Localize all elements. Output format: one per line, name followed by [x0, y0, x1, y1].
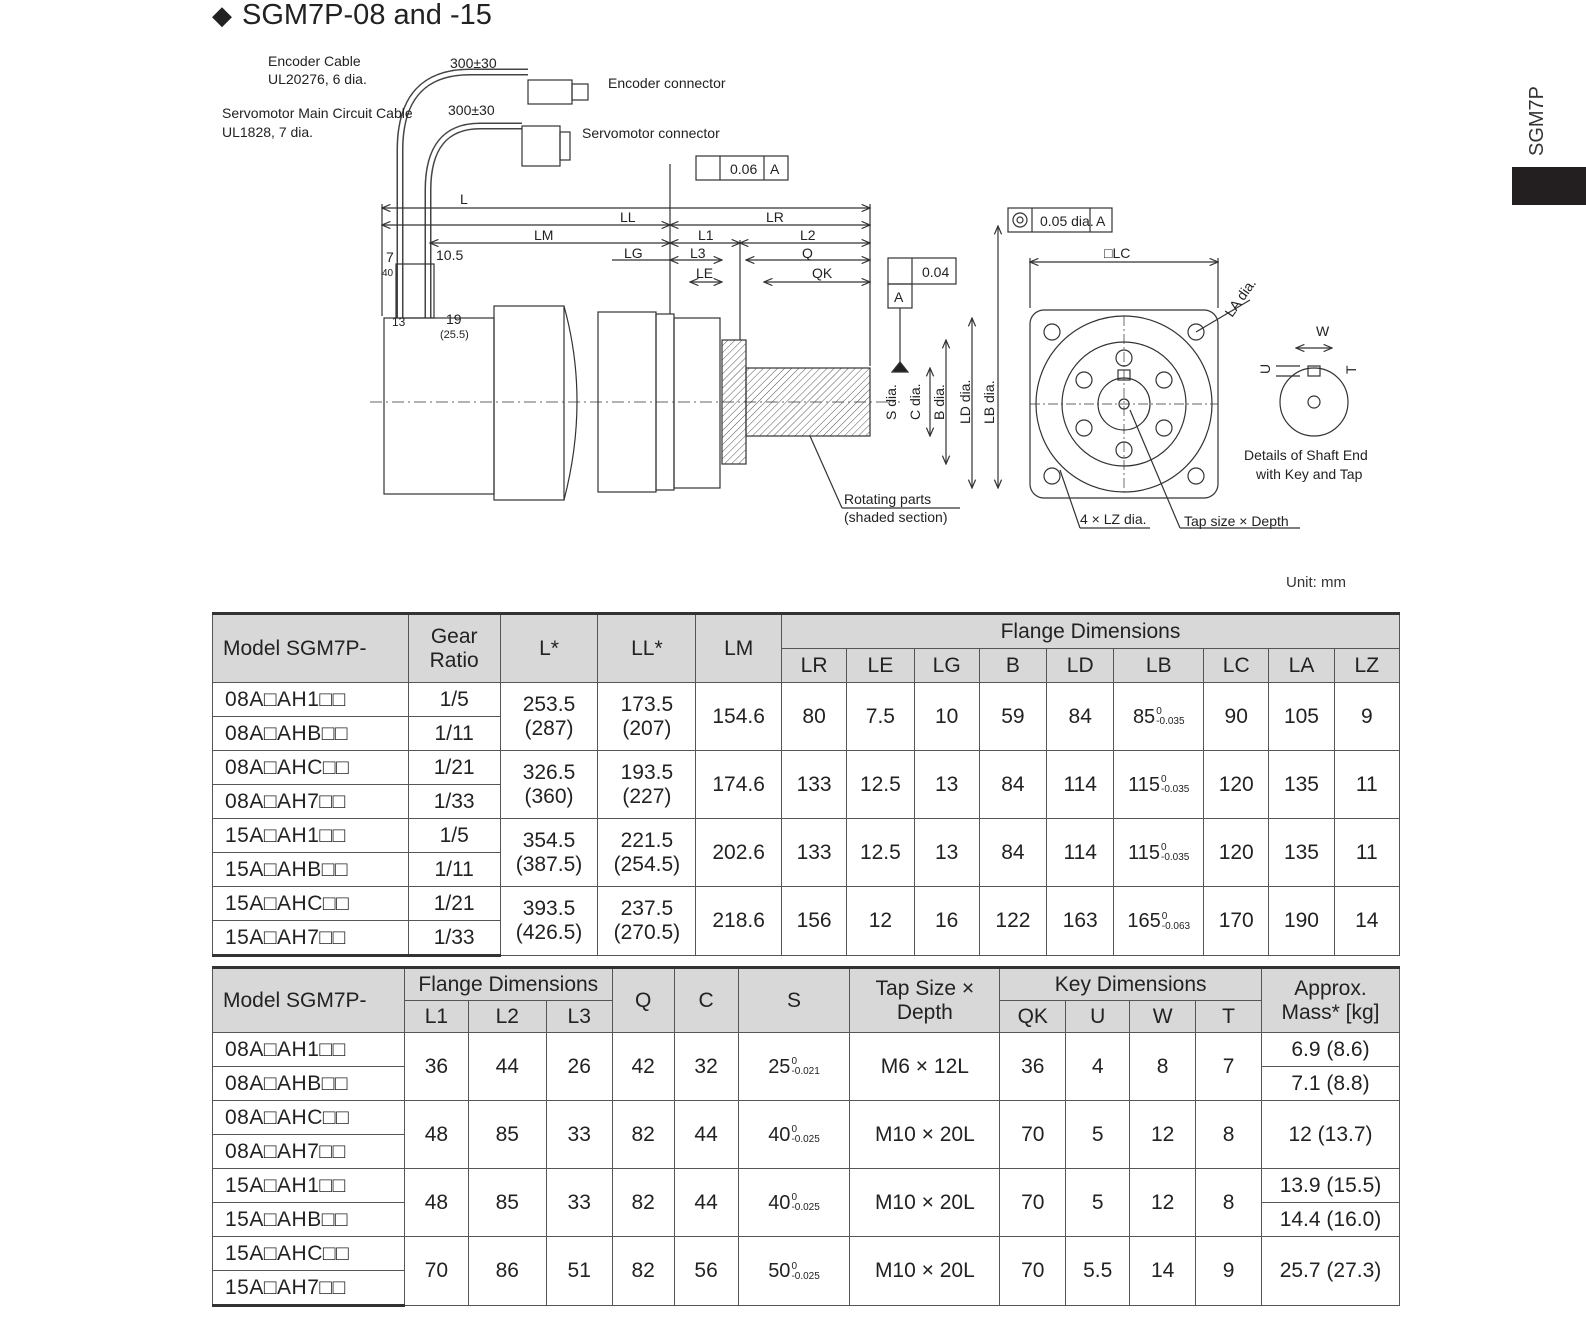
t2-header-mass: [1261, 968, 1399, 1033]
dim-LM: LM: [534, 227, 554, 243]
LL-cell: [598, 683, 696, 751]
t2-header-U: U: [1066, 1001, 1130, 1033]
LL-value: 221.5: [620, 828, 674, 852]
table-row: [213, 1033, 1400, 1067]
L-value: 393.5: [522, 897, 576, 920]
main-cable-spec: UL1828, 7 dia.: [222, 124, 314, 140]
dimensions-table-1: [212, 612, 1400, 957]
mass-cell: 13.9 (15.5): [1261, 1169, 1399, 1203]
LB-value: 115: [1128, 773, 1160, 796]
table-row: [213, 819, 1400, 853]
Q-cell: 82: [612, 1169, 674, 1237]
model-cell: 15A□AH1□□: [213, 819, 409, 853]
model-cell: 08A□AHC□□: [213, 751, 409, 785]
tap-cell: M10 × 20L: [850, 1169, 1000, 1237]
LA-cell: 135: [1269, 751, 1334, 819]
LD-cell: 163: [1047, 887, 1114, 956]
LB-value: 165: [1127, 910, 1161, 932]
runout-value: 0.04: [922, 264, 950, 280]
dim-25-5: (25.5): [440, 329, 469, 341]
shaft-end-detail: [1280, 368, 1348, 436]
T-cell: 8: [1196, 1169, 1262, 1237]
t2-header-S: S: [738, 968, 850, 1033]
LG-cell: 16: [914, 887, 979, 956]
C-cell: 44: [674, 1101, 738, 1169]
L-cell: [500, 819, 598, 887]
diamond-bullet-icon: ◆: [212, 0, 232, 30]
QK-cell: 70: [1000, 1237, 1066, 1306]
dim-L: L: [460, 191, 468, 207]
LA-cell: 190: [1269, 887, 1334, 956]
LA-cell: 135: [1269, 819, 1334, 887]
t2-header-QK: QK: [1000, 1001, 1066, 1033]
dim-LD: LD dia.: [957, 379, 973, 424]
C-cell: 32: [674, 1033, 738, 1101]
LB-tol-upper: 0: [1161, 910, 1168, 922]
t2-header-L2: L2: [468, 1001, 546, 1033]
t2-header-L3: L3: [546, 1001, 612, 1033]
L3-cell: 33: [546, 1169, 612, 1237]
L3-cell: 26: [546, 1033, 612, 1101]
encoder-cable-label: Encoder Cable: [268, 53, 361, 69]
L-value-alt: (287): [524, 716, 574, 740]
table-row: [213, 887, 1400, 921]
S-tol-upper: 0: [791, 1056, 797, 1068]
table-row: [213, 683, 1400, 717]
L-value: 326.5: [522, 760, 576, 784]
LB-tol-upper: 0: [1161, 774, 1167, 786]
dimensions-table-2: [212, 966, 1400, 1307]
dim-13: 13: [392, 315, 406, 329]
tap-cell: M10 × 20L: [850, 1237, 1000, 1306]
t2-header-tap-2: Depth: [896, 1000, 953, 1024]
ratio-cell: 1/33: [408, 785, 500, 819]
encoder-cable-spec: UL20276, 6 dia.: [268, 71, 367, 87]
dim-LG: LG: [624, 245, 643, 261]
model-cell: 08A□AHC□□: [213, 1101, 405, 1135]
t1-header-model: Model SGM7P-: [213, 614, 409, 683]
mass-cell: 12 (13.7): [1261, 1101, 1399, 1169]
LB-tol-lower: -0.035: [1161, 784, 1190, 796]
model-cell: 08A□AH1□□: [213, 1033, 405, 1067]
t1-header-LM: LM: [696, 614, 782, 683]
t2-header-mass-1: Approx.: [1294, 976, 1367, 1000]
encoder-connector-label: Encoder connector: [608, 75, 726, 91]
t1-header-LA: LA: [1269, 649, 1334, 683]
LL-cell: [598, 751, 696, 819]
L2-cell: 86: [468, 1237, 546, 1306]
S-value: 40: [768, 1191, 791, 1214]
S-tol-upper: 0: [791, 1192, 797, 1204]
shaft-detail-label-2: with Key and Tap: [1256, 466, 1363, 482]
datum-a-3: A: [894, 289, 904, 305]
LB-value: 85: [1132, 705, 1156, 728]
t1-header-gear-ratio: [408, 614, 500, 683]
dim-L3: L3: [690, 245, 706, 261]
dimension-drawing: [0, 0, 1586, 570]
L1-cell: 70: [404, 1237, 468, 1306]
LZ-cell: 9: [1334, 683, 1399, 751]
dim-LR: LR: [766, 209, 784, 225]
t1-header-LD: LD: [1047, 649, 1114, 683]
LR-cell: 133: [781, 819, 846, 887]
LL-value: 173.5: [620, 692, 674, 716]
L-value: 354.5: [522, 828, 576, 852]
L-cell: [500, 751, 598, 819]
mass-cell: 7.1 (8.8): [1261, 1067, 1399, 1101]
dim-LE: LE: [696, 265, 714, 281]
servo-connector-label: Servomotor connector: [582, 125, 720, 141]
S-value: 40: [768, 1123, 791, 1146]
dim-C: C dia.: [907, 383, 923, 420]
S-value: 50: [768, 1260, 791, 1282]
C-cell: 44: [674, 1169, 738, 1237]
LE-cell: 12.5: [847, 819, 914, 887]
LC-cell: 120: [1204, 819, 1269, 887]
LL-value: 237.5: [620, 897, 674, 920]
model-cell: 15A□AHB□□: [213, 853, 409, 887]
LD-cell: 114: [1047, 751, 1114, 819]
dim-LA: LA dia.: [1221, 275, 1260, 320]
S-tol-upper: 0: [791, 1124, 797, 1136]
t2-header-L1: L1: [404, 1001, 468, 1033]
LG-cell: 10: [914, 683, 979, 751]
LC-cell: 170: [1204, 887, 1269, 956]
dim-LC: □LC: [1104, 245, 1131, 261]
t1-header-gear: Gear: [430, 624, 478, 648]
perpendicularity-value: 0.06: [730, 161, 758, 177]
t2-header-C: C: [674, 968, 738, 1033]
shaft-detail-label-1: Details of Shaft End: [1244, 447, 1368, 463]
W-cell: 8: [1130, 1033, 1196, 1101]
model-cell: 15A□AH7□□: [213, 1271, 405, 1306]
t1-header-LB: LB: [1114, 649, 1204, 683]
ratio-cell: 1/5: [408, 683, 500, 717]
B-cell: 122: [979, 887, 1046, 956]
L-cell: [500, 683, 598, 751]
main-cable: [428, 126, 522, 318]
T-cell: 9: [1196, 1237, 1262, 1306]
rotating-parts-label: Rotating parts: [844, 491, 932, 507]
dim-19: 19: [446, 311, 462, 327]
LB-cell: [1114, 887, 1204, 956]
dim-7: 7: [386, 249, 394, 265]
ratio-cell: 1/5: [408, 819, 500, 853]
LG-cell: 13: [914, 819, 979, 887]
t1-header-LL: LL*: [598, 614, 696, 683]
T-cell: 8: [1196, 1101, 1262, 1169]
t2-header-W: W: [1130, 1001, 1196, 1033]
t2-header-tap-1: Tap Size ×: [875, 976, 975, 1000]
LB-tol-lower: -0.063: [1161, 920, 1191, 932]
L2-cell: 44: [468, 1033, 546, 1101]
dim-10-5: 10.5: [436, 247, 464, 263]
concentricity-value: 0.05 dia.: [1040, 213, 1094, 229]
S-tol-lower: -0.025: [791, 1202, 820, 1214]
B-cell: 59: [979, 683, 1046, 751]
LZ-cell: 11: [1334, 819, 1399, 887]
W-cell: 14: [1130, 1237, 1196, 1306]
table-row: [213, 1169, 1400, 1203]
S-cell: [738, 1169, 850, 1237]
dim-LB: LB dia.: [981, 380, 997, 424]
QK-cell: 70: [1000, 1169, 1066, 1237]
T-cell: 7: [1196, 1033, 1262, 1101]
L-value-alt: (387.5): [515, 852, 583, 876]
main-cable-label: Servomotor Main Circuit Cable: [222, 105, 413, 121]
LB-tol-lower: -0.035: [1156, 716, 1185, 728]
tap-cell: M10 × 20L: [850, 1101, 1000, 1169]
table-row: [213, 1237, 1400, 1271]
model-cell: 08A□AH1□□: [213, 683, 409, 717]
LB-cell: [1114, 751, 1204, 819]
QK-cell: 36: [1000, 1033, 1066, 1101]
mass-cell: 6.9 (8.6): [1261, 1033, 1399, 1067]
LR-cell: 156: [781, 887, 846, 956]
L-value-alt: (360): [524, 784, 574, 808]
LL-value-alt: (254.5): [613, 852, 681, 876]
model-cell: 08A□AH7□□: [213, 785, 409, 819]
LE-cell: 7.5: [847, 683, 914, 751]
model-cell: 08A□AHB□□: [213, 1067, 405, 1101]
LB-cell: [1114, 819, 1204, 887]
LA-cell: 105: [1269, 683, 1334, 751]
LM-cell: 174.6: [696, 751, 782, 819]
LR-cell: 133: [781, 751, 846, 819]
S-tol-lower: -0.021: [791, 1066, 820, 1078]
t2-header-Q: Q: [612, 968, 674, 1033]
dim-B: B dia.: [931, 384, 947, 420]
U-cell: 4: [1066, 1033, 1130, 1101]
main-cable-length: 300±30: [448, 102, 495, 118]
LE-cell: 12.5: [847, 751, 914, 819]
LZ-cell: 14: [1334, 887, 1399, 956]
LB-tol-lower: -0.035: [1161, 852, 1190, 864]
LL-value-alt: (207): [622, 716, 672, 740]
dim-QK: QK: [812, 265, 833, 281]
W-cell: 12: [1130, 1101, 1196, 1169]
LL-cell: [598, 887, 696, 956]
output-shaft: [746, 368, 870, 436]
Q-cell: 82: [612, 1237, 674, 1306]
L1-cell: 48: [404, 1101, 468, 1169]
L1-cell: 36: [404, 1033, 468, 1101]
ratio-cell: 1/33: [408, 921, 500, 956]
t2-header-tap: [850, 968, 1000, 1033]
shaded-section-label: (shaded section): [844, 509, 948, 525]
S-tol-lower: -0.025: [791, 1270, 820, 1282]
dim-Q: Q: [802, 245, 813, 261]
L-value: 253.5: [522, 692, 576, 716]
LG-cell: 13: [914, 751, 979, 819]
LL-value-alt: (227): [622, 784, 672, 808]
L1-cell: 48: [404, 1169, 468, 1237]
S-cell: [738, 1033, 850, 1101]
dim-L2: L2: [800, 227, 816, 243]
S-tol-lower: -0.025: [791, 1134, 820, 1146]
LZ-cell: 11: [1334, 751, 1399, 819]
t2-header-mass-2: Mass* [kg]: [1281, 1000, 1380, 1024]
W-cell: 12: [1130, 1169, 1196, 1237]
ratio-cell: 1/21: [408, 751, 500, 785]
S-tol-upper: 0: [791, 1260, 797, 1272]
S-cell: [738, 1101, 850, 1169]
L3-cell: 33: [546, 1101, 612, 1169]
U-cell: 5: [1066, 1101, 1130, 1169]
LC-cell: 90: [1204, 683, 1269, 751]
LB-tol-upper: 0: [1161, 842, 1167, 854]
dim-40: 40: [382, 268, 394, 279]
LC-cell: 120: [1204, 751, 1269, 819]
t1-header-LR: LR: [781, 649, 846, 683]
dim-L1: L1: [698, 227, 714, 243]
LR-cell: 80: [781, 683, 846, 751]
t1-header-LC: LC: [1204, 649, 1269, 683]
B-cell: 84: [979, 751, 1046, 819]
model-cell: 08A□AHB□□: [213, 717, 409, 751]
model-cell: 15A□AH1□□: [213, 1169, 405, 1203]
L-cell: [500, 887, 598, 956]
LM-cell: 202.6: [696, 819, 782, 887]
t2-header-key: Key Dimensions: [1000, 968, 1262, 1001]
mass-cell: 25.7 (27.3): [1261, 1237, 1399, 1306]
table-row: [213, 1101, 1400, 1135]
LD-cell: 114: [1047, 819, 1114, 887]
side-tab-label: SGM7P: [1526, 85, 1548, 156]
L2-cell: 85: [468, 1169, 546, 1237]
model-cell: 08A□AH7□□: [213, 1135, 405, 1169]
LL-cell: [598, 819, 696, 887]
mass-cell: 14.4 (16.0): [1261, 1203, 1399, 1237]
ratio-cell: 1/11: [408, 853, 500, 887]
LB-cell: [1114, 683, 1204, 751]
encoder-cable-length: 300±30: [450, 55, 497, 71]
unit-label: Unit: mm: [1286, 574, 1346, 591]
U-cell: 5: [1066, 1169, 1130, 1237]
LB-value: 115: [1128, 841, 1160, 864]
L-value-alt: (426.5): [515, 921, 583, 944]
Q-cell: 82: [612, 1101, 674, 1169]
C-cell: 56: [674, 1237, 738, 1306]
encoder-connector: [528, 80, 572, 104]
dim-LZ: 4 × LZ dia.: [1080, 511, 1147, 527]
dim-tap: Tap size × Depth: [1184, 513, 1289, 529]
Q-cell: 42: [612, 1033, 674, 1101]
L3-cell: 51: [546, 1237, 612, 1306]
LB-tol-upper: 0: [1156, 706, 1162, 718]
table-row: [213, 751, 1400, 785]
U-cell: 5.5: [1066, 1237, 1130, 1306]
LD-cell: 84: [1047, 683, 1114, 751]
t1-header-flange: Flange Dimensions: [781, 614, 1399, 649]
t1-header-ratio: Ratio: [429, 648, 479, 672]
datum-a-1: A: [770, 161, 780, 177]
t1-header-LE: LE: [847, 649, 914, 683]
t2-header-model: Model SGM7P-: [213, 968, 405, 1033]
t1-header-LZ: LZ: [1334, 649, 1399, 683]
dim-S: S dia.: [883, 384, 899, 420]
t2-header-flange: Flange Dimensions: [404, 968, 612, 1001]
S-value: 25: [768, 1055, 791, 1078]
LL-value: 193.5: [620, 760, 674, 784]
t2-header-T: T: [1196, 1001, 1262, 1033]
page-title-text: SGM7P-08 and -15: [242, 0, 492, 31]
model-cell: 15A□AHC□□: [213, 887, 409, 921]
L2-cell: 85: [468, 1101, 546, 1169]
model-cell: 15A□AHC□□: [213, 1237, 405, 1271]
tap-cell: M6 × 12L: [850, 1033, 1000, 1101]
t1-header-LG: LG: [914, 649, 979, 683]
QK-cell: 70: [1000, 1101, 1066, 1169]
dim-U: U: [1257, 363, 1273, 374]
S-cell: [738, 1237, 850, 1306]
servo-connector: [522, 126, 560, 166]
ratio-cell: 1/21: [408, 887, 500, 921]
B-cell: 84: [979, 819, 1046, 887]
dim-T: T: [1343, 365, 1359, 374]
ratio-cell: 1/11: [408, 717, 500, 751]
LM-cell: 218.6: [696, 887, 782, 956]
t1-header-B: B: [979, 649, 1046, 683]
LL-value-alt: (270.5): [613, 921, 681, 944]
LM-cell: 154.6: [696, 683, 782, 751]
t1-header-L: L*: [500, 614, 598, 683]
dim-W: W: [1316, 323, 1330, 339]
dim-LL: LL: [620, 209, 636, 225]
LE-cell: 12: [847, 887, 914, 956]
motor-body: [384, 318, 494, 494]
model-cell: 15A□AH7□□: [213, 921, 409, 956]
datum-a-2: A: [1096, 213, 1106, 229]
model-cell: 15A□AHB□□: [213, 1203, 405, 1237]
